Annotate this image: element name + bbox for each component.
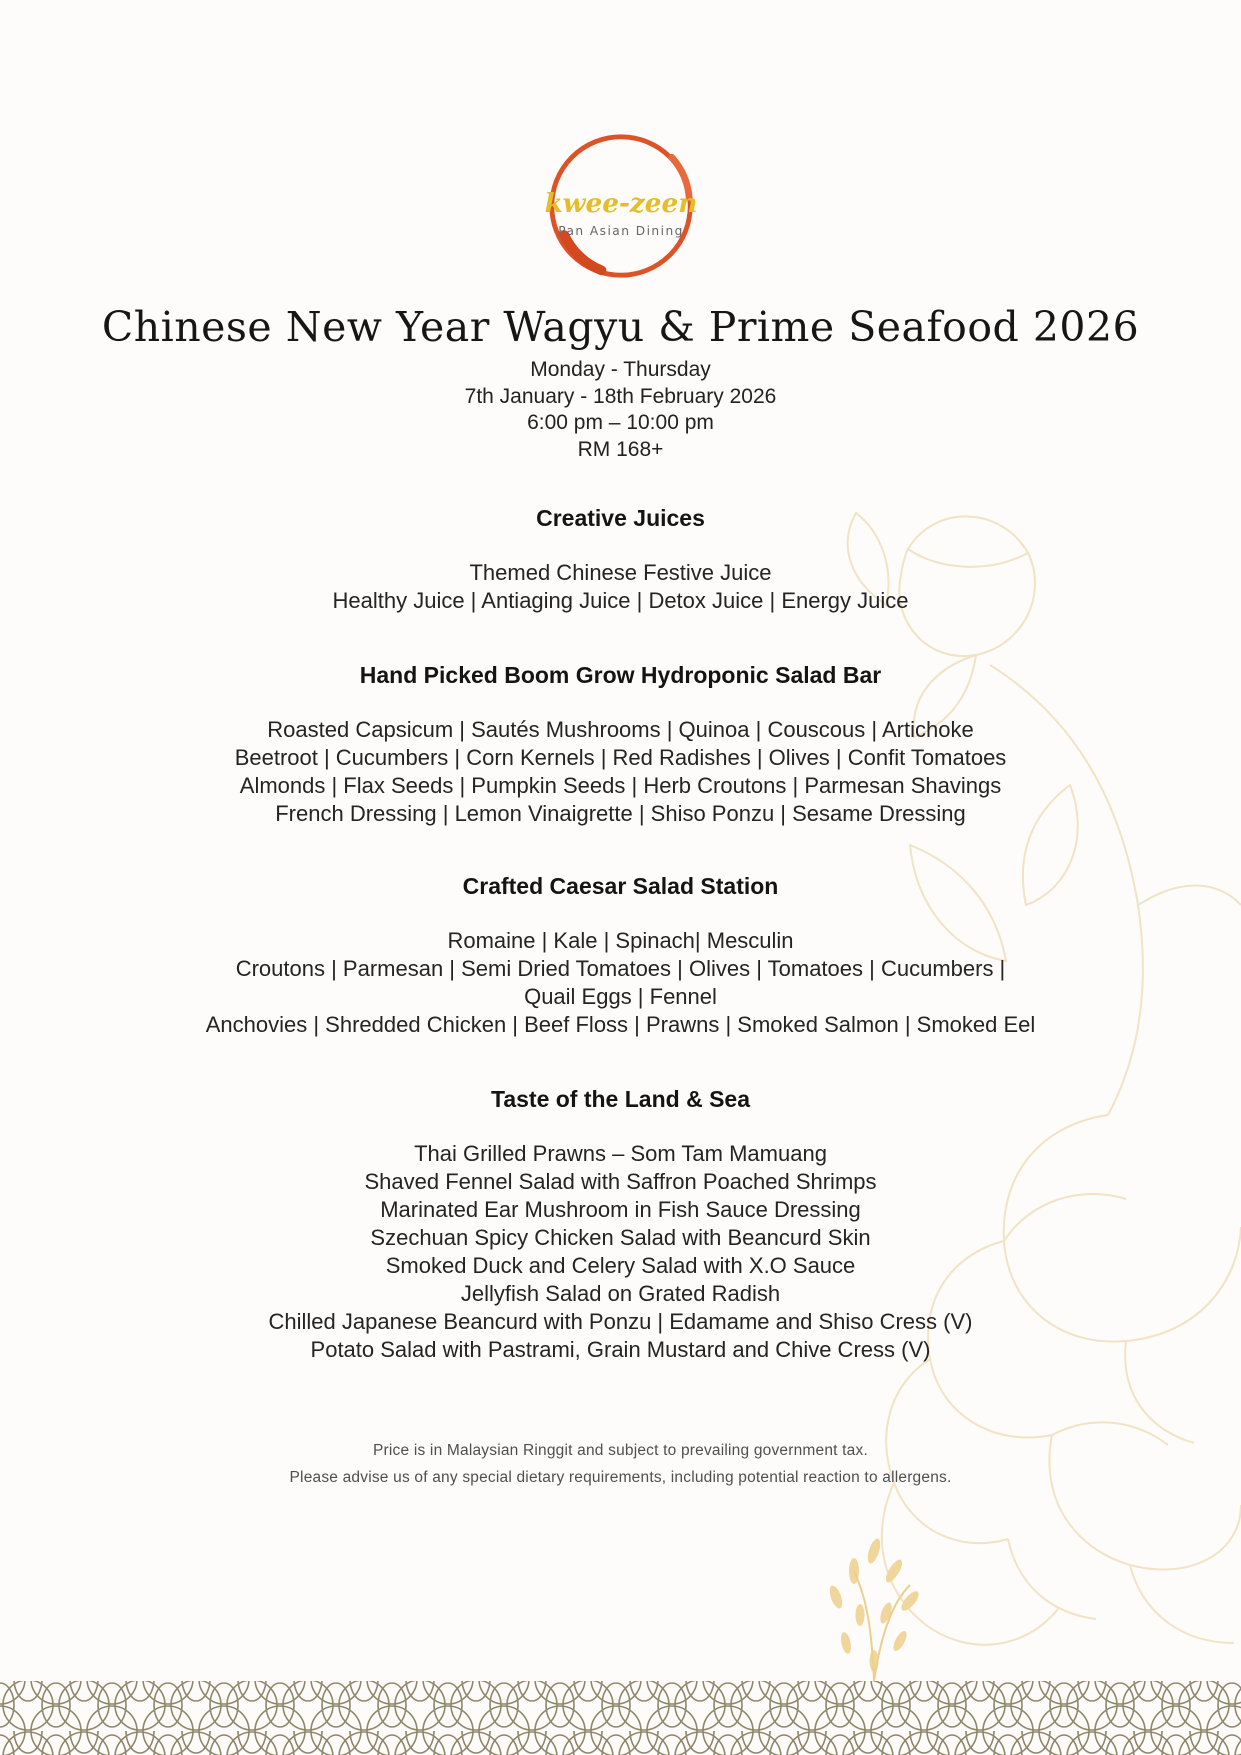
footer-tax-note: Price is in Malaysian Ringgit and subject to prevailing government tax.	[373, 1442, 868, 1459]
menu-line: Themed Chinese Festive Juice	[469, 560, 772, 585]
menu-line: Almonds | Flax Seeds | Pumpkin Seeds | Herb Croutons | Parmesan Shavings	[239, 773, 1002, 798]
section-heading: Crafted Caesar Salad Station	[462, 873, 779, 899]
menu-line: Anchovies | Shredded Chicken | Beef Floss | Prawns | Smoked Salmon | Smoked Eel	[205, 1012, 1036, 1037]
subtitle-hours: 6:00 pm – 10:00 pm	[527, 411, 714, 434]
menu-line: Thai Grilled Prawns – Som Tam Mamuang	[414, 1141, 827, 1166]
menu-line: Beetroot | Cucumbers | Corn Kernels | Red Radishes | Olives | Confit Tomatoes	[234, 745, 1007, 770]
footer-allergen-note: Please advise us of any special dietary requirements, including potential reaction to allergens.	[289, 1469, 952, 1486]
lattice-border-pattern	[0, 1679, 1241, 1755]
section-caesar-salad-station	[0, 873, 1241, 1039]
logo-ring-icon	[541, 128, 701, 284]
footer-disclaimer	[0, 1437, 1241, 1491]
menu-subtitle	[0, 357, 1241, 463]
menu-title: Chinese New Year Wagyu & Prime Seafood 2026	[101, 303, 1140, 351]
menu-line: Smoked Duck and Celery Salad with X.O Sauce	[385, 1253, 856, 1278]
logo-tagline-text: Pan Asian Dining	[557, 224, 684, 239]
section-taste-of-land-and-sea	[0, 1086, 1241, 1364]
menu-line: Shaved Fennel Salad with Saffron Poached Shrimps	[364, 1169, 877, 1194]
menu-line: Croutons | Parmesan | Semi Dried Tomatoes | Olives | Tomatoes | Cucumbers |	[235, 956, 1006, 981]
menu-line: Romaine | Kale | Spinach| Mesculin	[447, 928, 794, 953]
subtitle-price: RM 168+	[577, 437, 664, 461]
gold-sprig-icon	[827, 1537, 921, 1672]
menu-line: Potato Salad with Pastrami, Grain Mustard and Chive Cress (V)	[310, 1337, 931, 1362]
section-hydroponic-salad-bar	[0, 662, 1241, 828]
brand-logo	[541, 128, 701, 284]
menu-line: French Dressing | Lemon Vinaigrette | Shiso Ponzu | Sesame Dressing	[275, 801, 966, 826]
menu-line: Roasted Capsicum | Sautés Mushrooms | Quinoa | Couscous | Artichoke	[267, 717, 974, 742]
menu-line: Szechuan Spicy Chicken Salad with Beancurd Skin	[370, 1225, 871, 1250]
subtitle-days: Monday - Thursday	[530, 358, 711, 381]
menu-line: Quail Eggs | Fennel	[524, 984, 717, 1009]
subtitle-dates: 7th January - 18th February 2026	[464, 384, 777, 408]
section-heading: Taste of the Land & Sea	[490, 1086, 750, 1112]
menu-line: Healthy Juice | Antiaging Juice | Detox Juice | Energy Juice	[332, 588, 909, 613]
menu-line: Marinated Ear Mushroom in Fish Sauce Dressing	[380, 1197, 861, 1222]
section-heading: Hand Picked Boom Grow Hydroponic Salad Bar	[359, 662, 882, 688]
logo-brand-text: kwee-zeen	[544, 187, 697, 219]
section-creative-juices	[0, 505, 1241, 615]
menu-line: Jellyfish Salad on Grated Radish	[460, 1281, 781, 1306]
section-heading: Creative Juices	[536, 505, 705, 531]
menu-line: Chilled Japanese Beancurd with Ponzu | Edamame and Shiso Cress (V)	[268, 1309, 973, 1334]
